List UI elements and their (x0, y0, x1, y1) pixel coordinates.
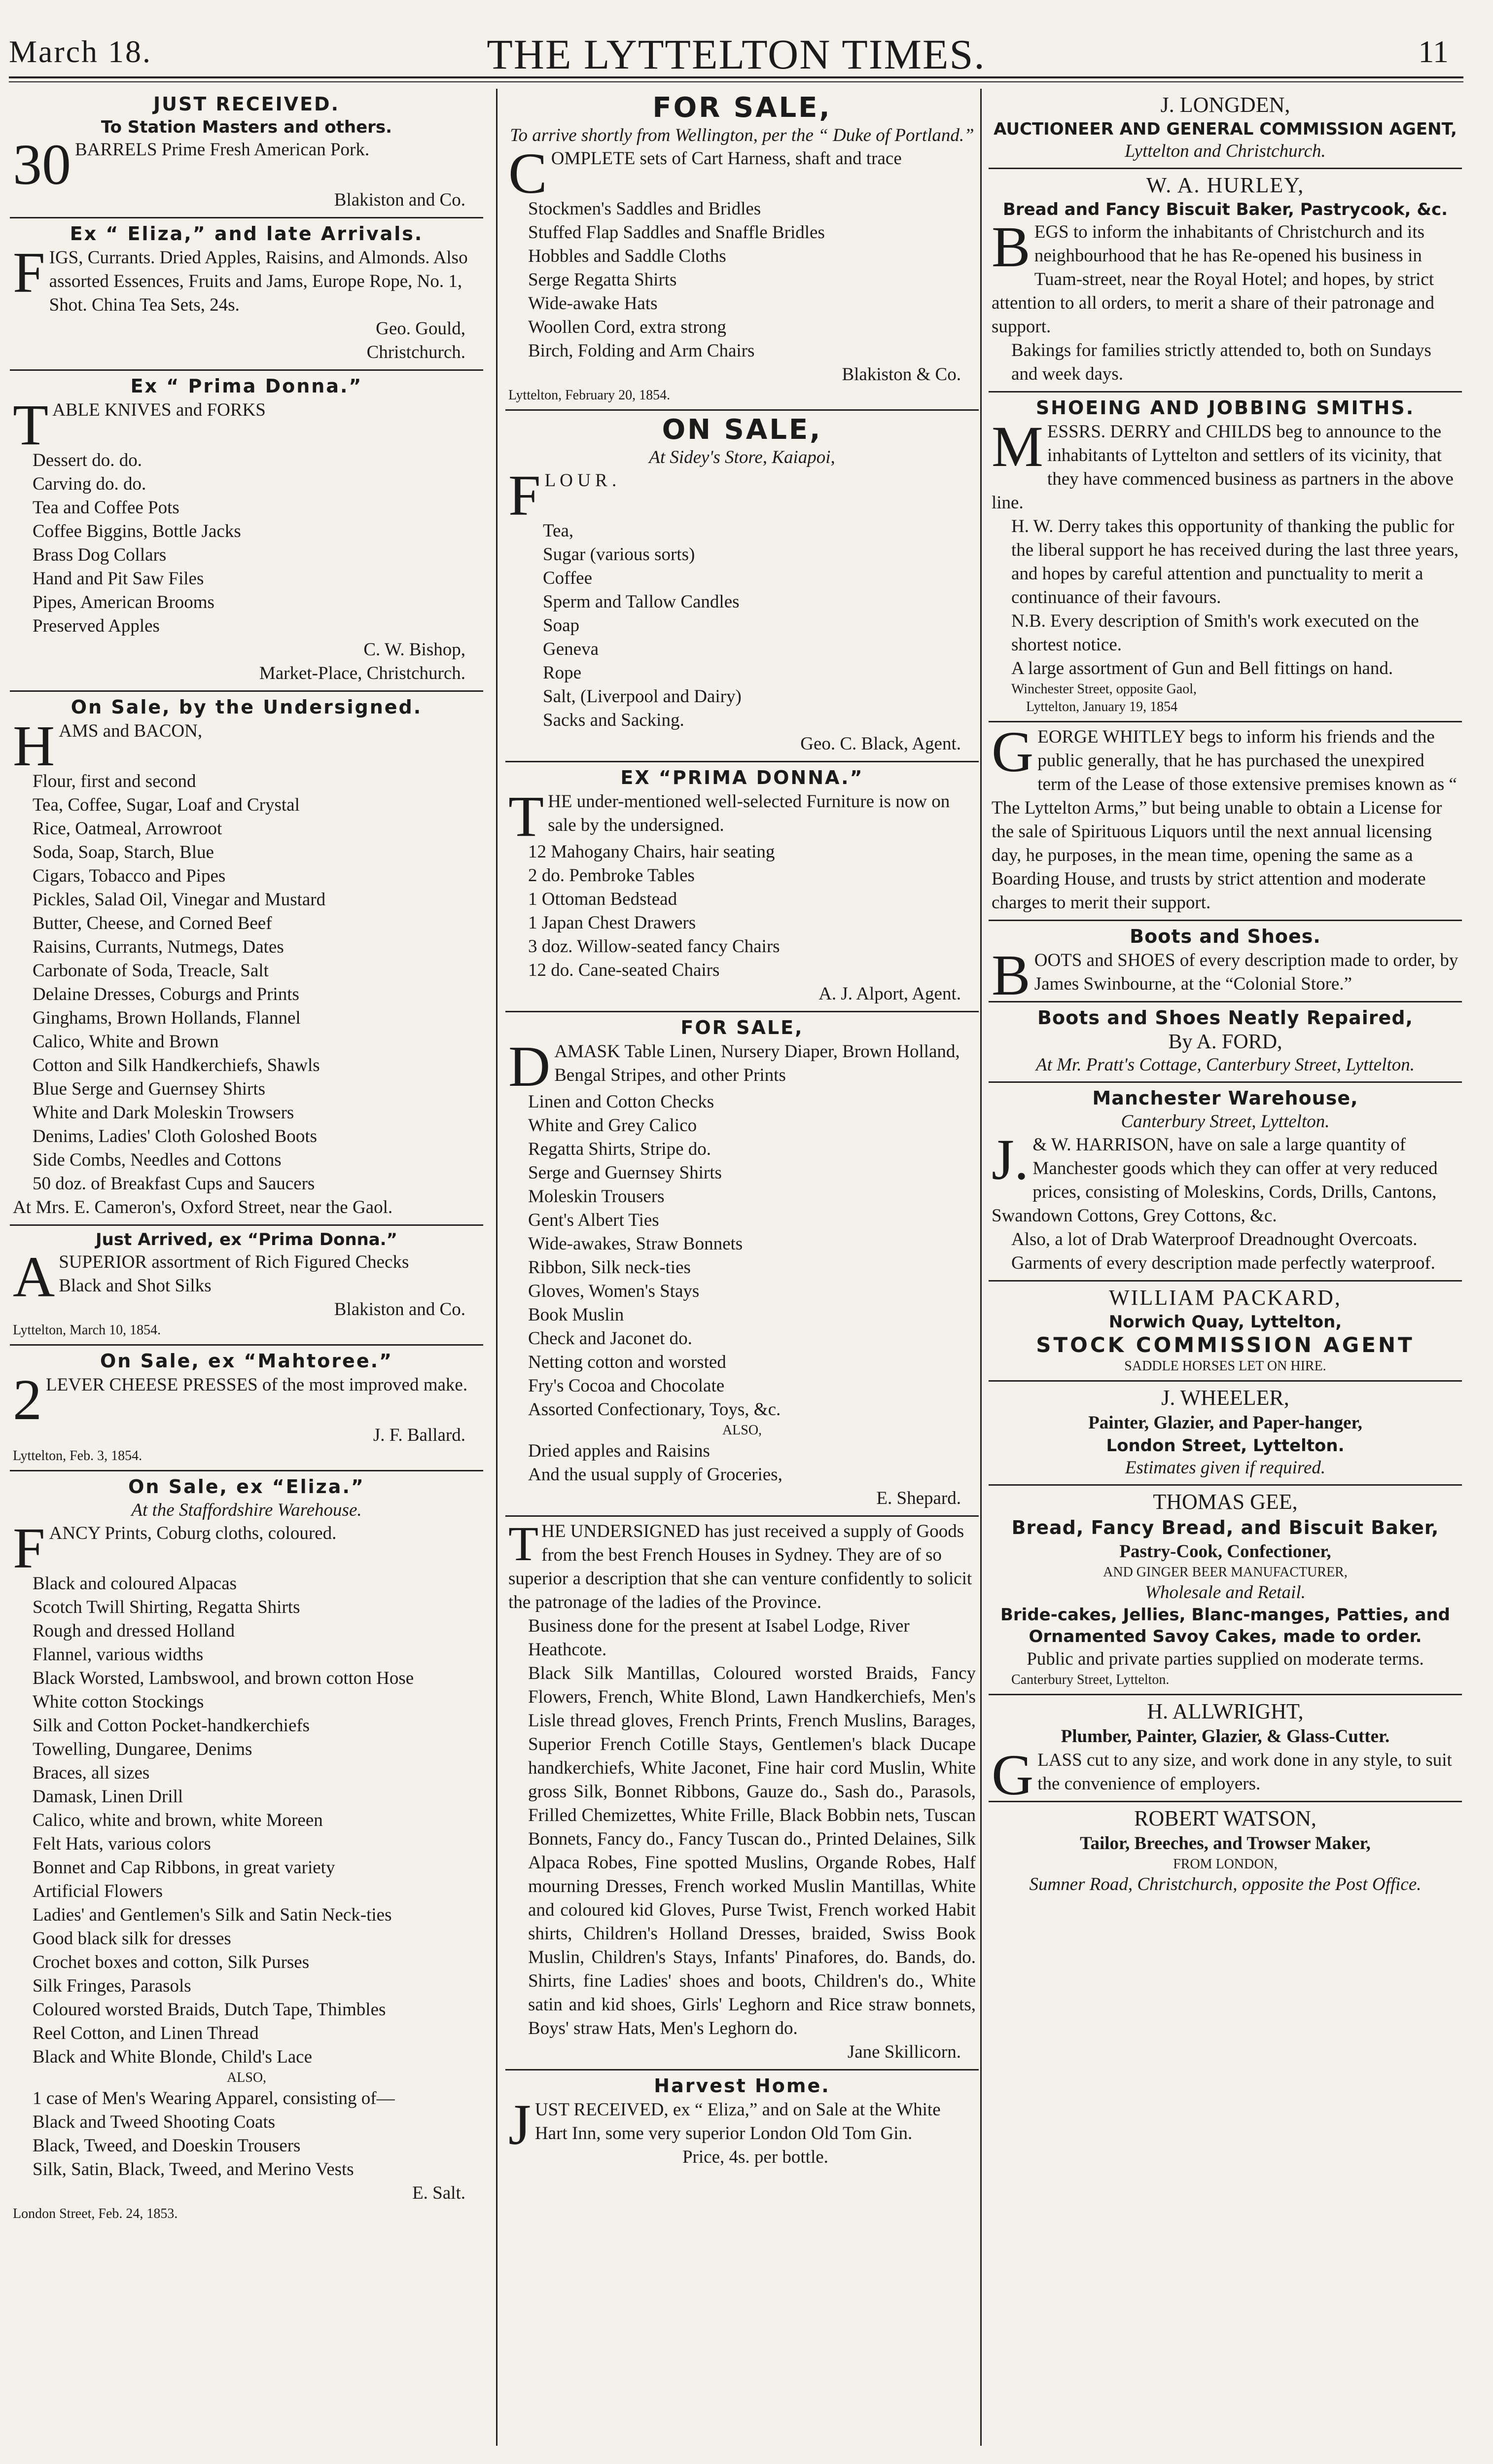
advert-just-arrived-checks (10, 1226, 483, 1346)
list-item: Stuffed Flap Saddles and Snaffle Bridles (528, 222, 825, 243)
advert-signature: Blakiston & Co. (842, 364, 961, 385)
advert-on-sale-kaiapoi (505, 411, 979, 762)
advert-signature: Jane Skillicorn. (847, 2042, 961, 2062)
list-item: Sperm and Tallow Candles (543, 592, 740, 612)
business-name: J. LONGDEN, (1160, 93, 1290, 117)
newspaper-title: THE LYTTELTON TIMES. (487, 31, 986, 78)
business-name: WILLIAM PACKARD, (1109, 1286, 1342, 1310)
item-list (13, 770, 480, 1196)
business-name: THOMAS GEE, (1153, 1490, 1298, 1514)
business-trade: Plumber, Painter, Glazier, & Glass-Cutter. (1061, 1726, 1390, 1747)
list-item: Towelling, Dungaree, Denims (33, 1739, 252, 1759)
list-item: Birch, Folding and Arm Chairs (528, 341, 755, 361)
business-location: Sumner Road, Christchurch, opposite the Post Office. (1029, 1874, 1422, 1894)
advert-furniture (505, 762, 979, 1012)
item-list (13, 2087, 480, 2181)
masthead (9, 30, 1463, 84)
also-label: ALSO, (226, 2070, 267, 2085)
advert-signature: C. W. Bishop, (363, 640, 465, 660)
list-item: Assorted Confectionary, Toys, &c. (528, 1399, 781, 1420)
advert-watson (989, 1802, 1462, 1901)
advert-date: London Street, Feb. 24, 1853. (13, 2206, 178, 2221)
advert-heading: Just Arrived, ex “Prima Donna.” (96, 1230, 397, 1250)
list-item: Cigars, Tobacco and Pipes (33, 866, 226, 886)
list-item: Brass Dog Collars (33, 545, 167, 565)
drop-cap: B (992, 943, 1031, 1007)
item-list (508, 840, 976, 982)
advert-body: OMPLETE sets of Cart Harness, shaft and trace (551, 148, 902, 169)
list-item: Denims, Ladies' Cloth Goloshed Boots (33, 1126, 318, 1146)
list-item: Check and Jaconet do. (528, 1328, 692, 1349)
list-item: Felt Hats, various colors (33, 1834, 211, 1854)
drop-cap: T (508, 1516, 539, 1571)
list-item: Woollen Cord, extra strong (528, 317, 726, 337)
advert-whitley (989, 719, 1462, 921)
list-item: Pickles, Salad Oil, Vinegar and Mustard (33, 890, 326, 910)
list-item: Hand and Pit Saw Files (33, 569, 204, 589)
list-item: Ladies' and Gentlemen's Silk and Satin Neck-ties (33, 1905, 392, 1925)
advert-body: EORGE WHITLEY begs to inform his friends and the public generally, that he has purchased the unexpired term of the Lease of those extensive premises known as “ The Lyttelton Arms,” but being unable to obtain a License for the sale of Spirituous Liquors until the next annual licensing day, he purposes, in the mean time, opening the same as a Boarding House, and trusts by strict attention and moderate charges to merit their support. (992, 727, 1457, 913)
drop-cap: T (508, 784, 544, 849)
list-item: Preserved Apples (33, 616, 160, 636)
advert-body: UST RECEIVED, ex “ Eliza,” and on Sale at the White Hart Inn, some very superior London Old Tom Gin. (534, 2100, 941, 2143)
list-item: Black and White Blonde, Child's Lace (33, 2047, 313, 2067)
drop-cap: G (992, 1743, 1034, 1807)
advert-cheese-presses (10, 1346, 483, 1471)
business-trade: AUCTIONEER AND GENERAL COMMISSION AGENT, (994, 119, 1457, 139)
advert-heading: SHOEING AND JOBBING SMITHS. (1035, 397, 1415, 419)
list-item: Bonnet and Cap Ribbons, in great variety (33, 1857, 335, 1878)
list-item: Silk and Cotton Pocket-handkerchiefs (33, 1715, 310, 1736)
advert-body: LEVER CHEESE PRESSES of the most improved make. (46, 1375, 468, 1395)
advert-body: LASS cut to any size, and work done in any style, to suit the convenience of employers. (1037, 1750, 1452, 1794)
issue-date: March 18. (9, 34, 152, 69)
item-list (508, 1439, 976, 1487)
list-item: Soda, Soap, Starch, Blue (33, 842, 214, 862)
header-rule (9, 76, 1463, 78)
advert-subheading: At the Staffordshire Warehouse. (131, 1500, 362, 1520)
business-location: At Mr. Pratt's Cottage, Canterbury Street, Lyttelton. (1035, 1055, 1415, 1075)
business-trade-tertiary: AND GINGER BEER MANUFACTURER, (1103, 1565, 1348, 1580)
advert-heading: Boots and Shoes Neatly Repaired, (1037, 1007, 1413, 1029)
advert-price: Price, 4s. per bottle. (682, 2147, 828, 2167)
advert-body: SUPERIOR assortment of Rich Figured Checks (59, 1252, 409, 1272)
advert-paragraph: N.B. Every description of Smith's work executed on the shortest notice. (1011, 611, 1419, 655)
list-item: Artificial Flowers (33, 1881, 163, 1901)
business-location: Canterbury Street, Lyttelton. (1121, 1111, 1330, 1132)
advert-heading: On Sale, ex “Mahtoree.” (100, 1350, 393, 1372)
column-rule (980, 89, 982, 2446)
drop-cap: F (13, 240, 45, 305)
advert-signature: Geo. Gould, (376, 319, 465, 339)
advert-body: AMS and BACON, (59, 721, 203, 741)
list-item: Delaine Dresses, Coburgs and Prints (33, 984, 299, 1004)
drop-cap: T (13, 393, 49, 457)
list-item: 2 do. Pembroke Tables (528, 865, 695, 886)
business-trade: Bread and Fancy Biscuit Baker, Pastrycook, &c. (1002, 200, 1448, 219)
advert-date: Lyttelton, Feb. 3, 1854. (13, 1448, 142, 1464)
list-item: Geneva (543, 639, 599, 659)
advert-wheeler (989, 1382, 1462, 1486)
advert-prima-donna-knives (10, 371, 483, 692)
column-1 (10, 89, 483, 2446)
advert-heading: FOR SALE, (652, 92, 832, 124)
list-item: Braces, all sizes (33, 1763, 150, 1783)
advert-signature: E. Shepard. (876, 1488, 961, 1508)
list-item: Black and coloured Alpacas (33, 1573, 237, 1594)
business-trade: Painter, Glazier, and Paper-hanger, (1088, 1413, 1362, 1433)
advert-body: ANCY Prints, Coburg cloths, coloured. (49, 1523, 337, 1543)
advert-date: Lyttelton, January 19, 1854 (1026, 699, 1178, 714)
advert-ford (989, 1002, 1462, 1083)
list-item: Ginghams, Brown Hollands, Flannel (33, 1008, 301, 1028)
advert-paragraph: Bakings for families strictly attended to, both on Sundays and week days. (1011, 340, 1431, 384)
list-item: Calico, White and Brown (33, 1032, 219, 1052)
list-item: Carving do. do. (33, 474, 146, 494)
business-trade: STOCK COMMISSION AGENT (1036, 1333, 1415, 1357)
list-item: Dried apples and Raisins (528, 1441, 710, 1461)
list-item: 12 Mahogany Chairs, hair seating (528, 842, 775, 862)
list-item: Scotch Twill Shirting, Regatta Shirts (33, 1597, 300, 1617)
list-item: Pipes, American Brooms (33, 592, 214, 612)
list-item: 1 Japan Chest Drawers (528, 913, 696, 933)
advert-body: BARRELS Prime Fresh American Pork. (75, 140, 370, 160)
advert-heading: On Sale, by the Undersigned. (71, 696, 423, 718)
list-item: Black, Tweed, and Doeskin Trousers (33, 2136, 301, 2156)
drop-cap: F (13, 1516, 45, 1580)
list-item: Gloves, Women's Stays (528, 1281, 700, 1301)
business-trade: Bread, Fancy Bread, and Biscuit Baker, (1011, 1517, 1439, 1538)
drop-cap: G (992, 719, 1034, 784)
list-item: Flour, first and second (33, 771, 196, 791)
page-number: 11 (1418, 34, 1449, 69)
advert-packard (989, 1282, 1462, 1382)
list-item: Black Worsted, Lambswool, and brown cotton Hose (33, 1668, 414, 1688)
business-note: SADDLE HORSES LET ON HIRE. (1124, 1358, 1326, 1374)
drop-cap: C (508, 141, 547, 206)
advert-french-goods (505, 1517, 979, 2071)
list-item: Coloured worsted Braids, Dutch Tape, Thimbles (33, 2000, 386, 2020)
advert-body: HE UNDERSIGNED has just received a supply of Goods from the best French Houses in Sydney. They are of so superior a description that she can venture confidently to solicit the patronage of the ladies of the Province. (508, 1521, 972, 1612)
advert-signature: E. Salt. (412, 2183, 465, 2203)
list-item: Silk Fringes, Parasols (33, 1976, 191, 1996)
advert-heading: Harvest Home. (654, 2075, 830, 2097)
advert-body: ESSRS. DERRY and CHILDS beg to announce to the inhabitants of Lyttelton and settlers of its vicinity, that they have commenced business as partners in the above line. (992, 422, 1454, 513)
advert-longden (989, 89, 1462, 169)
advert-paragraph: A large assortment of Gun and Bell fittings on hand. (1011, 658, 1393, 678)
drop-cap: D (508, 1034, 551, 1099)
drop-cap: J (508, 2092, 531, 2157)
advert-paragraph: Public and private parties supplied on moderate terms. (1027, 1649, 1424, 1669)
advert-signature: Geo. C. Black, Agent. (800, 734, 961, 754)
advert-signature: J. F. Ballard. (373, 1425, 465, 1445)
advert-body: L O U R . (544, 470, 617, 491)
list-item: Soap (543, 615, 579, 636)
advert-manchester-warehouse (989, 1083, 1462, 1282)
list-item: Flannel, various widths (33, 1644, 204, 1665)
business-trade: Tailor, Breeches, and Trowser Maker, (1080, 1833, 1371, 1854)
list-item: Moleskin Trousers (528, 1186, 665, 1207)
list-item: Gent's Albert Ties (528, 1210, 659, 1230)
advert-body: OOTS and SHOES of every description made to order, by James Swinbourne, at the “Colonial Store.” (1034, 950, 1458, 994)
list-item: Black and Shot Silks (59, 1276, 212, 1296)
list-item: Book Muslin (528, 1305, 624, 1325)
list-item: Dessert do. do. (33, 450, 142, 470)
drop-cap: F (508, 463, 541, 528)
drop-cap: A (13, 1245, 55, 1309)
list-item: Side Combs, Needles and Cottons (33, 1150, 282, 1170)
list-item: Calico, white and brown, white Moreen (33, 1810, 323, 1830)
list-item: Netting cotton and worsted (528, 1352, 726, 1372)
advert-paragraph: H. W. Derry takes this opportunity of thanking the public for the liberal support he has received during the last three years, and hopes by careful attention and punctuality to merit a continuance of their favours. (1011, 516, 1459, 607)
item-list (13, 1572, 480, 2069)
advert-subheading: At Sidey's Store, Kaiapoi, (649, 447, 835, 467)
advert-subheading: To arrive shortly from Wellington, per the “ Duke of Portland.” (510, 125, 974, 145)
business-location: London Street, Lyttelton. (1106, 1436, 1345, 1456)
list-item: Carbonate of Soda, Treacle, Salt (33, 961, 269, 981)
advert-heading: ON SALE, (662, 414, 822, 446)
list-item: Salt, (Liverpool and Dairy) (543, 686, 742, 707)
column-rule (496, 89, 498, 2446)
item-list (508, 1090, 976, 1422)
business-name: H. ALLWRIGHT, (1147, 1699, 1304, 1723)
advert-damask-linen (505, 1012, 979, 1517)
list-item: Regatta Shirts, Stripe do. (528, 1139, 711, 1159)
list-item: Tea and Coffee Pots (33, 498, 179, 518)
list-item: Damask, Linen Drill (33, 1786, 183, 1807)
list-item: White and Dark Moleskin Trowsers (33, 1103, 294, 1123)
advert-heading: On Sale, ex “Eliza.” (128, 1476, 365, 1498)
list-item: Serge Regatta Shirts (528, 270, 677, 290)
drop-cap: 2 (13, 1367, 42, 1432)
column-3 (989, 89, 1462, 2446)
advert-heading: Manchester Warehouse, (1092, 1087, 1358, 1109)
list-item: Good black silk for dresses (33, 1928, 231, 1949)
list-item: White and Grey Calico (528, 1115, 697, 1136)
advert-body: AMASK Table Linen, Nursery Diaper, Brown Holland, Bengal Stripes, and other Prints (554, 1041, 960, 1085)
item-list (508, 519, 976, 732)
advert-heading: Boots and Shoes. (1130, 926, 1321, 947)
list-item: White cotton Stockings (33, 1692, 204, 1712)
list-item: Tea, Coffee, Sugar, Loaf and Crystal (33, 795, 300, 815)
list-item: Rough and dressed Holland (33, 1621, 235, 1641)
drop-cap: J. (992, 1127, 1029, 1192)
list-item: Ribbon, Silk neck-ties (528, 1257, 691, 1278)
advert-location: Christchurch. (366, 342, 465, 362)
advert-paragraph: Also, a lot of Drab Waterproof Dreadnought Overcoats. Garments of every description made perfectly waterproof. (1011, 1229, 1435, 1273)
advert-hurley (989, 169, 1462, 393)
list-item: Fry's Cocoa and Chocolate (528, 1376, 725, 1396)
advert-paragraph: Business done for the present at Isabel Lodge, River Heathcote. (528, 1616, 910, 1660)
list-item: Coffee (543, 568, 592, 588)
list-item: Serge and Guernsey Shirts (528, 1163, 722, 1183)
list-item: And the usual supply of Groceries, (528, 1464, 782, 1485)
advert-on-sale-undersigned (10, 692, 483, 1226)
also-label: ALSO, (722, 1423, 762, 1438)
advert-body: HE under-mentioned well-selected Furniture is now on sale by the undersigned. (548, 791, 950, 835)
advert-harvest-home (505, 2071, 979, 2174)
list-item: Reel Cotton, and Linen Thread (33, 2023, 259, 2043)
advert-body: Bride-cakes, Jellies, Blanc-manges, Patties, and Ornamented Savoy Cakes, made to order. (1000, 1605, 1450, 1646)
business-name: W. A. HURLEY, (1146, 173, 1305, 197)
business-location: Norwich Quay, Lyttelton, (1108, 1312, 1342, 1332)
list-item: Sugar (various sorts) (543, 544, 695, 565)
business-note: Estimates given if required. (1125, 1458, 1326, 1478)
drop-cap: B (992, 214, 1031, 279)
advert-eliza-arrivals (10, 218, 483, 371)
business-note: Wholesale and Retail. (1145, 1582, 1306, 1603)
drop-cap: 30 (13, 132, 71, 197)
business-name: J. WHEELER, (1161, 1386, 1289, 1410)
list-item: Crochet boxes and cotton, Silk Purses (33, 1952, 310, 1972)
list-item: 1 Ottoman Bedstead (528, 889, 677, 909)
advert-body: & W. HARRISON, have on sale a large quantity of Manchester goods which they can offer at very reduced prices, consisting of Moleskins, Cords, Drills, Cantons, Swandown Cottons, Grey Cottons, &c. (992, 1135, 1438, 1226)
advert-signature: Blakiston and Co. (334, 190, 465, 210)
list-item: Rice, Oatmeal, Arrowroot (33, 819, 222, 839)
business-origin: FROM LONDON, (1173, 1857, 1278, 1872)
advert-heading: FOR SALE, (680, 1017, 804, 1038)
list-item: Silk, Satin, Black, Tweed, and Merino Vests (33, 2159, 354, 2179)
business-name: By A. FORD, (1168, 1031, 1282, 1053)
advert-body: ABLE KNIVES and FORKS (52, 400, 266, 420)
business-trade-secondary: Pastry-Cook, Confectioner, (1119, 1541, 1331, 1562)
list-item: Raisins, Currants, Nutmegs, Dates (33, 937, 284, 957)
item-list (508, 197, 976, 363)
advert-paragraph: Black Silk Mantillas, Coloured worsted Braids, Fancy Flowers, French, White Blond, Lawn Handkerchiefs, Men's Lisle thread gloves, French Prints, French Muslins, Barages, Superior French Cotille Stays, Gentlemen's black Ducape handkerchiefs, White Jaconet, Fine hair cord Muslin, White gross Silk, Bonnet Ribbons, Gauze do., Sash do., Parasols, Frilled Chemizettes, White Frille, Black Bobbin nets, Tuscan Bonnets, Fancy do., Fancy Tuscan do., Printed Delaines, Silk Alpaca Robes, Fine spotted Muslins, Organde Robes, Half mourning Dresses, French worked Muslin Mantillas, White and coloured kid Gloves, Purse Twist, French worked Habit shirts, Children's Holland Dresses, braided, Swiss Book Muslin, Children's Stays, Infants' Pinafores, do. Bands, do. Shirts, fine Ladies' shoes and boots, Children's do., White satin and kid shoes, Girls' Leghorn and Rice straw bonnets, Boys' straw Hats, Men's Leghorn do. (528, 1663, 976, 2038)
advert-address: Winchester Street, opposite Gaol, (1011, 681, 1197, 697)
advert-address: At Mrs. E. Cameron's, Oxford Street, near the Gaol. (13, 1197, 393, 1217)
advert-date: Lyttelton, March 10, 1854. (13, 1322, 161, 1338)
column-2 (505, 89, 979, 2446)
list-item: Hobbles and Saddle Cloths (528, 246, 726, 266)
advert-date: Lyttelton, February 20, 1854. (508, 388, 671, 403)
list-item: Wide-awake Hats (528, 293, 658, 314)
advert-just-received (10, 89, 483, 218)
list-item: 3 doz. Willow-seated fancy Chairs (528, 936, 780, 957)
list-item: Cotton and Silk Handkerchiefs, Shawls (33, 1055, 320, 1075)
list-item: Linen and Cotton Checks (528, 1092, 714, 1112)
advert-signature: A. J. Alport, Agent. (818, 984, 961, 1004)
advert-heading: EX “PRIMA DONNA.” (620, 767, 864, 788)
advert-address: Canterbury Street, Lyttelton. (1011, 1672, 1170, 1687)
list-item: 50 doz. of Breakfast Cups and Saucers (33, 1174, 315, 1194)
advert-staffordshire-warehouse (10, 1471, 483, 2228)
item-list (13, 449, 480, 638)
advert-boots-shoes (989, 921, 1462, 1007)
advert-signature: Blakiston and Co. (334, 1299, 465, 1320)
advert-heading: Ex “ Eliza,” and late Arrivals. (70, 223, 424, 245)
advert-body: EGS to inform the inhabitants of Christchurch and its neighbourhood that he has Re-opened his business in Tuam-street, near the Royal Hotel; and hopes, by strict attention to all orders, to merit a share of their patronage and support. (992, 222, 1434, 337)
business-location: Lyttelton and Christchurch. (1125, 141, 1326, 161)
advert-allwright (989, 1695, 1462, 1807)
list-item: Rope (543, 663, 582, 683)
advert-heading: JUST RECEIVED. (153, 93, 340, 115)
list-item: Coffee Biggins, Bottle Jacks (33, 521, 241, 541)
advert-body: IGS, Currants. Dried Apples, Raisins, and Almonds. Also assorted Essences, Fruits and Jams, Europe Rope, No. 1, Shot. China Tea Sets, 24s. (49, 248, 468, 315)
advert-subheading: To Station Masters and others. (101, 117, 392, 137)
list-item: Butter, Cheese, and Corned Beef (33, 913, 272, 933)
advert-heading: Ex “ Prima Donna.” (130, 375, 363, 397)
drop-cap: H (13, 714, 55, 778)
list-item: Sacks and Sacking. (543, 710, 684, 730)
advert-for-sale-harness (505, 89, 979, 411)
list-item: Black and Tweed Shooting Coats (33, 2112, 276, 2132)
drop-cap: M (992, 414, 1043, 479)
list-item: 1 case of Men's Wearing Apparel, consisting of— (33, 2088, 395, 2108)
list-item: Stockmen's Saddles and Bridles (528, 199, 761, 219)
list-item: Blue Serge and Guernsey Shirts (33, 1079, 266, 1099)
business-name: ROBERT WATSON, (1134, 1806, 1316, 1830)
advert-smiths (989, 393, 1462, 722)
advert-gee (989, 1486, 1462, 1695)
list-item: Wide-awakes, Straw Bonnets (528, 1234, 743, 1254)
header-rule-thin (9, 81, 1463, 82)
list-item: Tea, (543, 521, 574, 541)
list-item: 12 do. Cane-seated Chairs (528, 960, 720, 980)
advert-location: Market-Place, Christchurch. (259, 663, 465, 683)
